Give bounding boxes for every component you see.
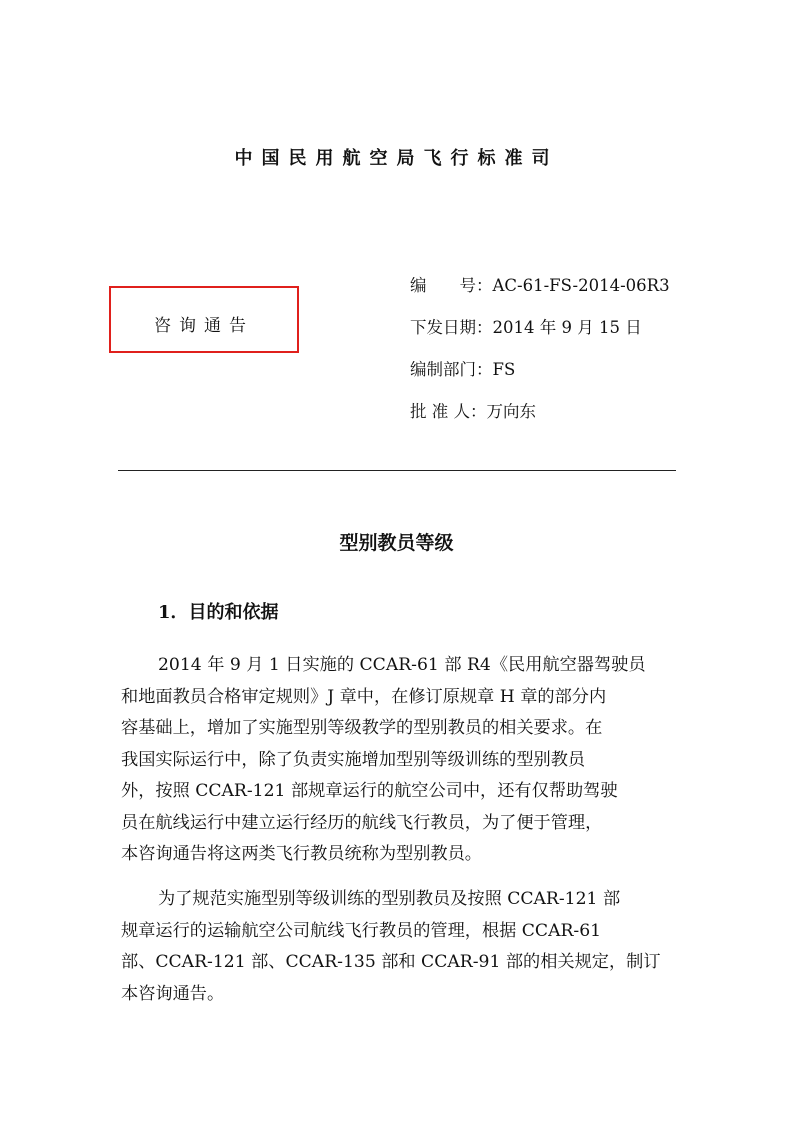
organization-title: 中国民用航空局飞行标准司 [234,148,559,169]
meta-number-label: 编 号： [410,276,493,295]
paragraph-line: 本咨询通告将这两类飞行教员统称为型别教员。 [121,844,482,864]
meta-date-label: 下发日期： [410,318,493,337]
meta-dept-value: FS [492,360,516,379]
paragraph-1 [121,650,676,871]
meta-date-value: 2014 年 9 月 15 日 [492,318,642,337]
paragraph-line: 为了规范实施型别等级训练的型别教员及按照 CCAR-121 部 [158,889,621,909]
meta-approver-label: 批 准 人： [410,402,487,421]
paragraph-line: 员在航线运行中建立运行经历的航线飞行教员，为了便于管理， [121,812,603,833]
paragraph-line: 本咨询通告。 [121,983,225,1004]
paragraph-line: 和地面教员合格审定规则》J 章中，在修订原规章 H 章的部分内 [121,686,607,707]
meta-number-value: AC-61-FS-2014-06R3 [492,276,670,295]
meta-number-row [410,272,670,296]
paragraph-line: 容基础上，增加了实施型别等级教学的型别教员的相关要求。在 [121,718,603,738]
meta-dept-row [410,356,515,380]
paragraph-line: 我国实际运行中，除了负责实施增加型别等级训练的型别教员 [121,749,586,770]
meta-dept-label: 编制部门： [410,360,493,379]
header-divider [118,470,676,471]
paragraph-2 [121,884,676,1010]
notice-type-label: 咨询通告 [154,316,254,336]
document-title: 型别教员等级 [339,532,454,554]
paragraph-line: 2014 年 9 月 1 日实施的 CCAR-61 部 R4《民用航空器驾驶员 [158,655,646,675]
meta-approver-value: 万向东 [486,402,536,421]
meta-date-row [410,314,642,338]
meta-approver-row [410,398,536,422]
paragraph-line: 部、CCAR-121 部、CCAR-135 部和 CCAR-91 部的相关规定，制订 [121,952,661,972]
paragraph-line: 规章运行的运输航空公司航线飞行教员的管理，根据 CCAR-61 [121,920,602,941]
section-heading: 1．目的和依据 [158,602,279,623]
paragraph-line: 外，按照 CCAR-121 部规章运行的航空公司中，还有仅帮助驾驶 [121,781,618,801]
